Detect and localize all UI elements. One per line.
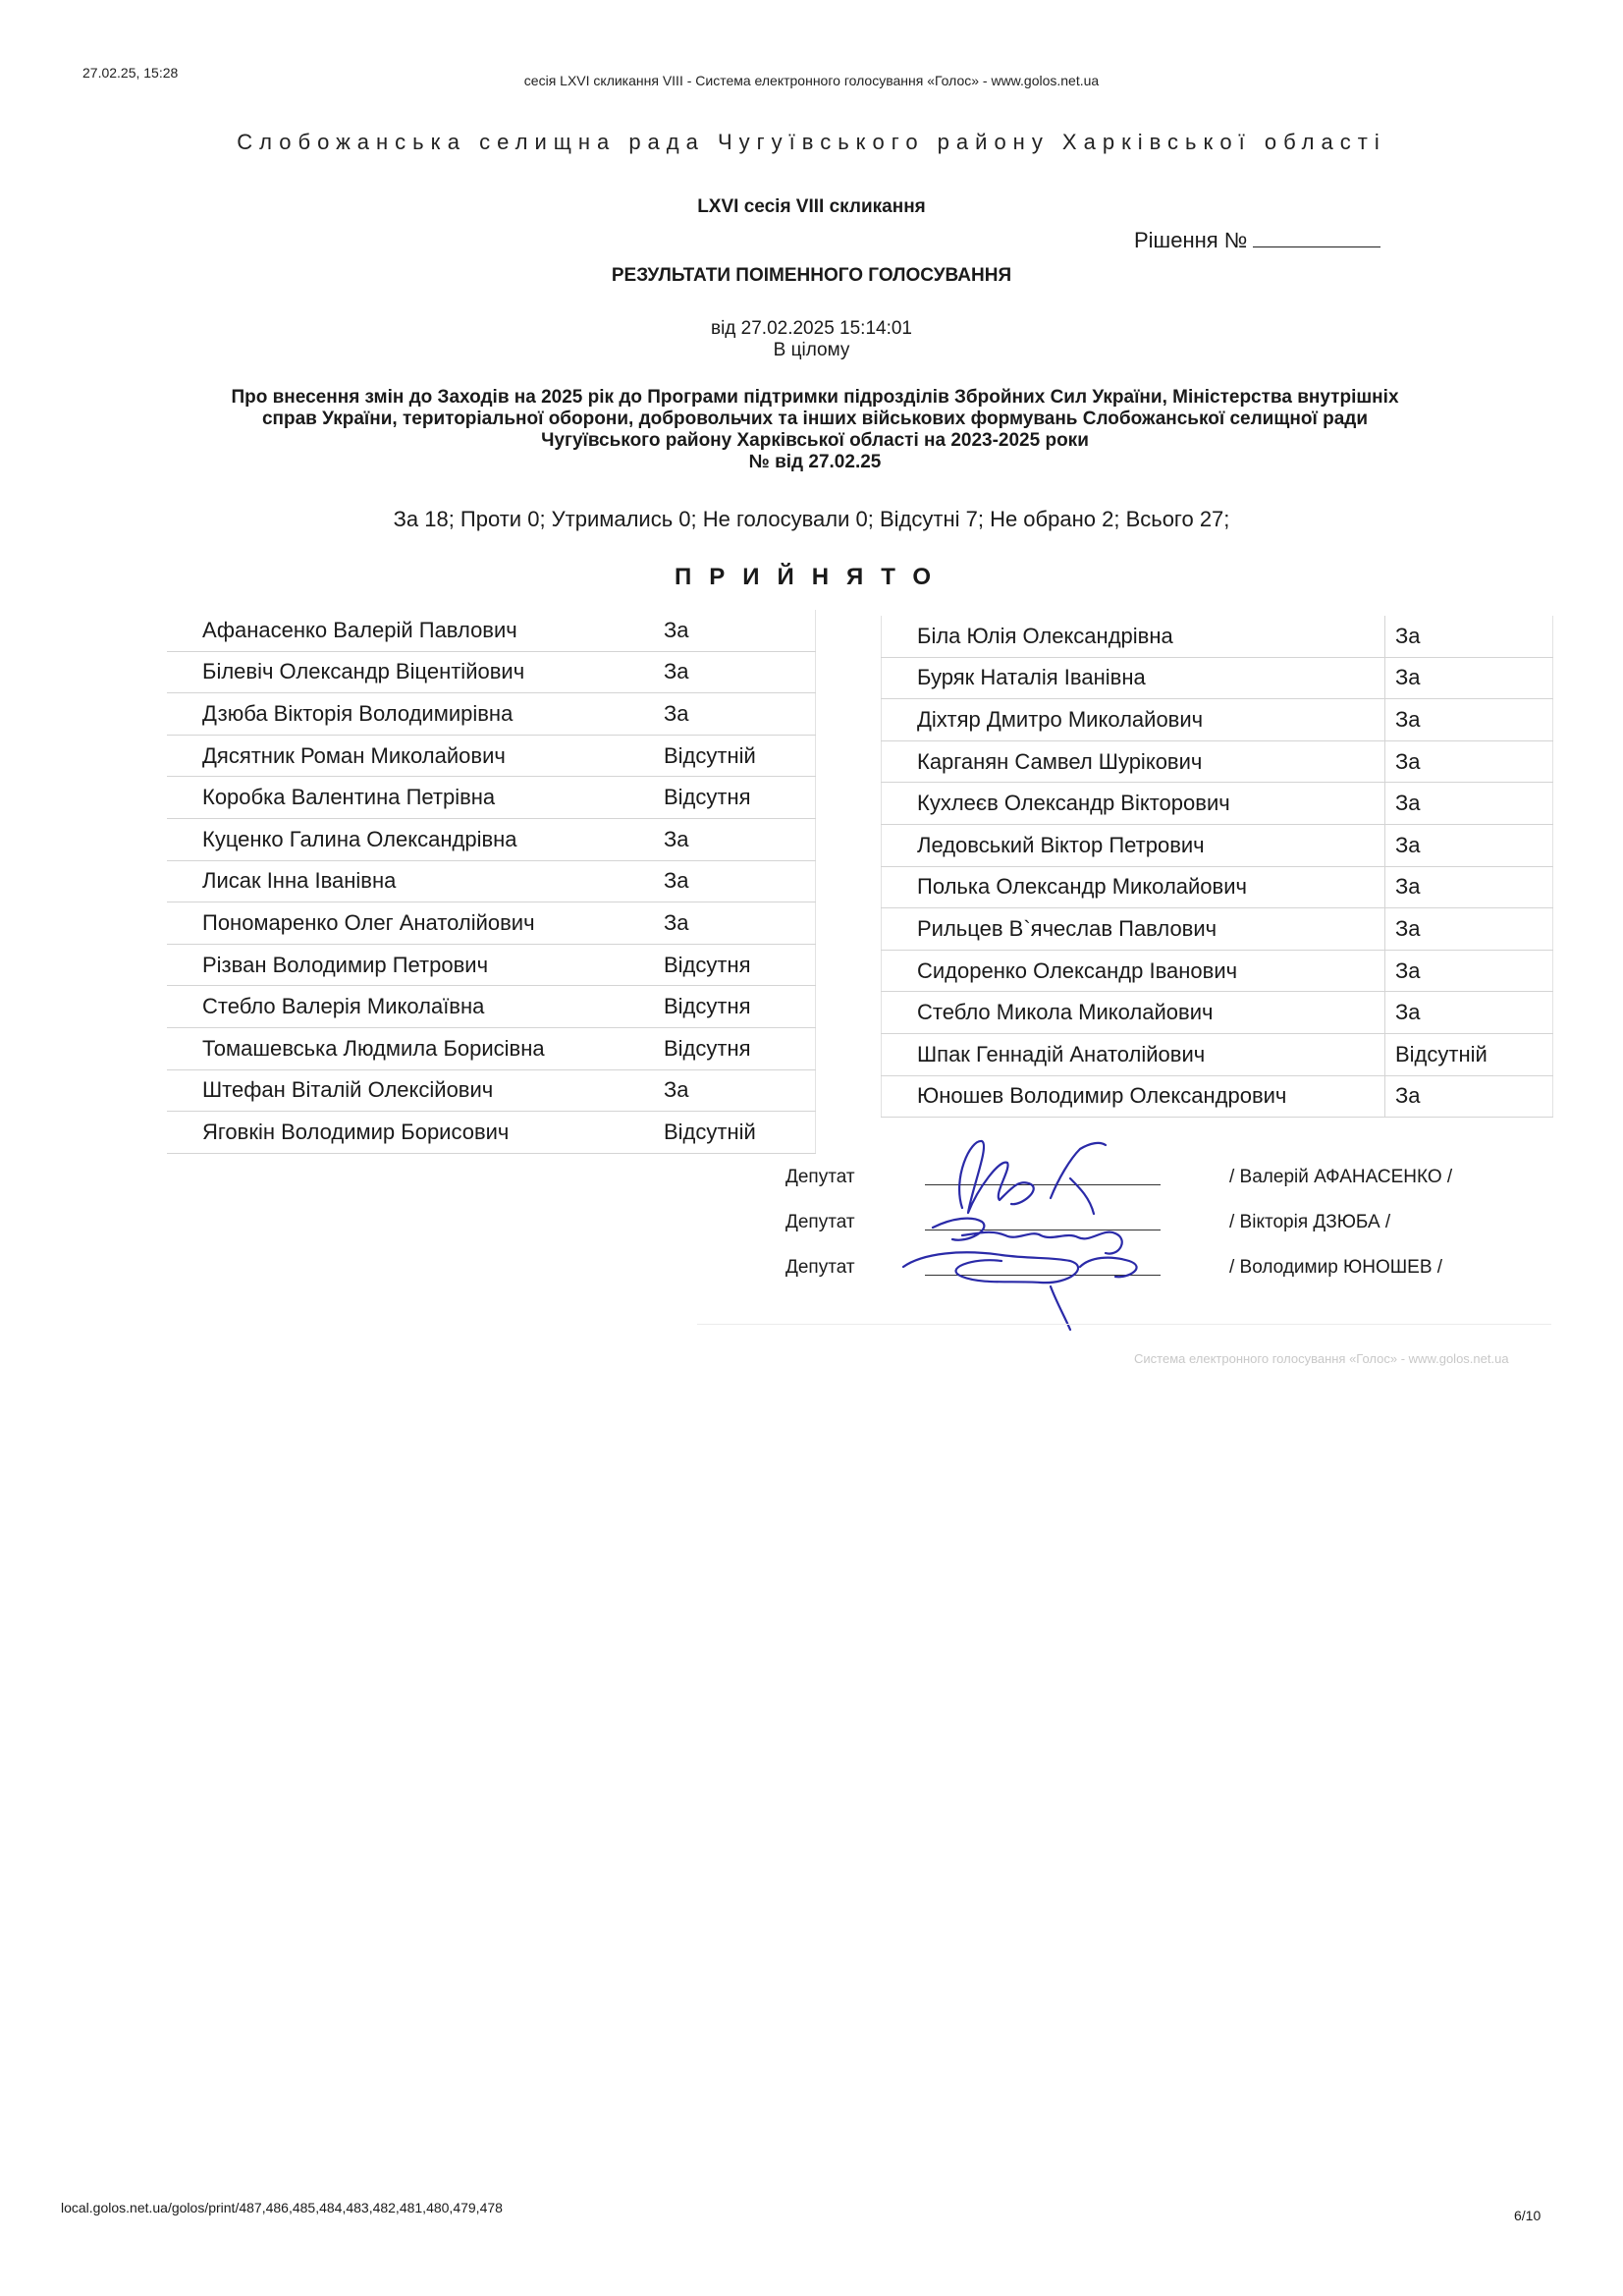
deputy-vote: За — [664, 1069, 816, 1112]
deputy-vote: За — [664, 818, 816, 860]
deputy-vote: За — [1385, 824, 1553, 866]
deputy-vote: За — [1385, 992, 1553, 1034]
results-title: РЕЗУЛЬТАТИ ПОІМЕННОГО ГОЛОСУВАННЯ — [611, 265, 1012, 286]
vote-row — [167, 1069, 816, 1112]
deputy-name: Білевіч Олександр Віцентійович — [167, 651, 664, 693]
vote-row — [882, 866, 1553, 908]
votes-table-left — [167, 610, 816, 1154]
deputy-vote: За — [1385, 908, 1553, 951]
vote-scope: В цілому — [773, 340, 850, 360]
decision-blank-line — [1253, 229, 1380, 247]
footer-divider — [697, 1324, 1551, 1325]
deputy-name: Біла Юлія Олександрівна — [882, 616, 1385, 657]
vote-row — [882, 950, 1553, 992]
vote-row — [167, 777, 816, 819]
deputy-vote: За — [1385, 657, 1553, 699]
votes-table-right-body — [882, 616, 1553, 1118]
deputy-name: Яговкін Володимир Борисович — [167, 1112, 664, 1154]
deputy-vote: За — [664, 860, 816, 902]
deputy-name: Сидоренко Олександр Іванович — [882, 950, 1385, 992]
deputy-vote: За — [664, 651, 816, 693]
council-name: Слобожанська селищна рада Чугуївського району Харківської області — [237, 130, 1386, 154]
vote-row — [882, 783, 1553, 825]
vote-row — [882, 992, 1553, 1034]
deputy-vote: За — [1385, 699, 1553, 741]
decision-subject — [157, 387, 1473, 473]
signature-role: Депутат — [785, 1167, 855, 1187]
vote-row — [167, 735, 816, 777]
subject-line: справ України, територіальної оборони, добровольчих та інших військових формувань Слобожанської селищної ради — [261, 409, 1369, 429]
decision-label: Рішення № — [1134, 228, 1248, 252]
deputy-vote: За — [1385, 740, 1553, 783]
deputy-name: Юношев Володимир Олександрович — [882, 1075, 1385, 1118]
deputy-vote: За — [664, 610, 816, 651]
signature-name: / Вікторія ДЗЮБА / — [1229, 1212, 1391, 1232]
deputy-name: Дзюба Вікторія Володимирівна — [167, 693, 664, 736]
vote-date-block — [0, 318, 1623, 361]
vote-row — [882, 616, 1553, 657]
deputy-name: Різван Володимир Петрович — [167, 944, 664, 986]
footer-watermark: Система електронного голосування «Голос» - www.golos.net.ua — [1134, 1351, 1509, 1366]
deputy-vote: Відсутня — [664, 777, 816, 819]
deputy-vote: Відсутній — [664, 1112, 816, 1154]
votes-table-right — [881, 616, 1553, 1118]
deputy-vote: Відсутня — [664, 1027, 816, 1069]
deputy-vote: Відсутня — [664, 986, 816, 1028]
vote-row — [882, 699, 1553, 741]
deputy-name: Стебло Микола Миколайович — [882, 992, 1385, 1034]
signature-name: / Володимир ЮНОШЕВ / — [1229, 1257, 1443, 1278]
print-header-title: сесія LXVI скликання VIII - Система електронного голосування «Голос» - www.golos.net.ua — [523, 73, 1100, 88]
deputy-vote: За — [1385, 1075, 1553, 1118]
vote-row — [882, 740, 1553, 783]
subject-number: № від 27.02.25 — [748, 452, 882, 472]
vote-row — [167, 860, 816, 902]
vote-row — [167, 1027, 816, 1069]
vote-summary: За 18; Проти 0; Утримались 0; Не голосували 0; Відсутні 7; Не обрано 2; Всього 27; — [393, 507, 1230, 531]
vote-row — [882, 1075, 1553, 1118]
deputy-name: Карганян Самвел Шурікович — [882, 740, 1385, 783]
vote-row — [167, 986, 816, 1028]
deputy-name: Афанасенко Валерій Павлович — [167, 610, 664, 651]
session-title: LXVI сесія VIII скликання — [697, 196, 926, 217]
deputy-name: Кухлеєв Олександр Вікторович — [882, 783, 1385, 825]
signature-dziuba — [933, 1219, 1122, 1254]
deputy-name: Ледовський Віктор Петрович — [882, 824, 1385, 866]
vote-row — [167, 944, 816, 986]
footer-url: local.golos.net.ua/golos/print/487,486,485,484,483,482,481,480,479,478 — [61, 2200, 503, 2215]
vote-row — [167, 651, 816, 693]
deputy-name: Томашевська Людмила Борисівна — [167, 1027, 664, 1069]
signature-name: / Валерій АФАНАСЕНКО / — [1229, 1167, 1453, 1187]
deputy-vote: За — [1385, 783, 1553, 825]
deputy-name: Штефан Віталій Олексійович — [167, 1069, 664, 1112]
deputy-vote: За — [1385, 616, 1553, 657]
deputy-name: Дясятник Роман Миколайович — [167, 735, 664, 777]
vote-row — [882, 1033, 1553, 1075]
deputy-name: Лисак Інна Іванівна — [167, 860, 664, 902]
deputy-vote: За — [1385, 950, 1553, 992]
signature-role: Депутат — [785, 1212, 855, 1232]
votes-table-left-body — [167, 610, 816, 1153]
signature-yunoshev — [903, 1252, 1137, 1330]
signature-afanasenko — [959, 1141, 1106, 1214]
vote-row — [167, 610, 816, 651]
deputy-name: Буряк Наталія Іванівна — [882, 657, 1385, 699]
deputy-name: Діхтяр Дмитро Миколайович — [882, 699, 1385, 741]
signature-role: Депутат — [785, 1257, 855, 1278]
deputy-vote: За — [664, 693, 816, 736]
deputy-name: Коробка Валентина Петрівна — [167, 777, 664, 819]
deputy-name: Куценко Галина Олександрівна — [167, 818, 664, 860]
deputy-name: Пономаренко Олег Анатолійович — [167, 902, 664, 945]
deputy-vote: За — [1385, 866, 1553, 908]
deputy-vote: Відсутній — [664, 735, 816, 777]
deputy-name: Стебло Валерія Миколаївна — [167, 986, 664, 1028]
deputy-name: Шпак Геннадій Анатолійович — [882, 1033, 1385, 1075]
result-status: ПРИЙНЯТО — [674, 564, 949, 590]
print-datetime: 27.02.25, 15:28 — [82, 65, 179, 81]
vote-row — [882, 908, 1553, 951]
signature-ink — [903, 1141, 1137, 1330]
deputy-name: Полька Олександр Миколайович — [882, 866, 1385, 908]
subject-line: Чугуївського району Харківської області на 2023-2025 роки — [541, 430, 1089, 451]
vote-row — [167, 693, 816, 736]
deputy-vote: Відсутній — [1385, 1033, 1553, 1075]
vote-date: від 27.02.2025 15:14:01 — [710, 318, 912, 339]
deputy-vote: За — [664, 902, 816, 945]
vote-row — [167, 818, 816, 860]
vote-row — [882, 824, 1553, 866]
decision-number — [1134, 228, 1380, 253]
subject-line: Про внесення змін до Заходів на 2025 рік до Програми підтримки підрозділів Збройних Сил України, Міністерства внутрішніх — [231, 387, 1399, 408]
vote-row — [167, 1112, 816, 1154]
vote-row — [882, 657, 1553, 699]
vote-row — [167, 902, 816, 945]
handwritten-signatures — [884, 1120, 1217, 1336]
page-number: 6/10 — [1514, 2208, 1542, 2223]
deputy-name: Рильцев В`ячеслав Павлович — [882, 908, 1385, 951]
deputy-vote: Відсутня — [664, 944, 816, 986]
